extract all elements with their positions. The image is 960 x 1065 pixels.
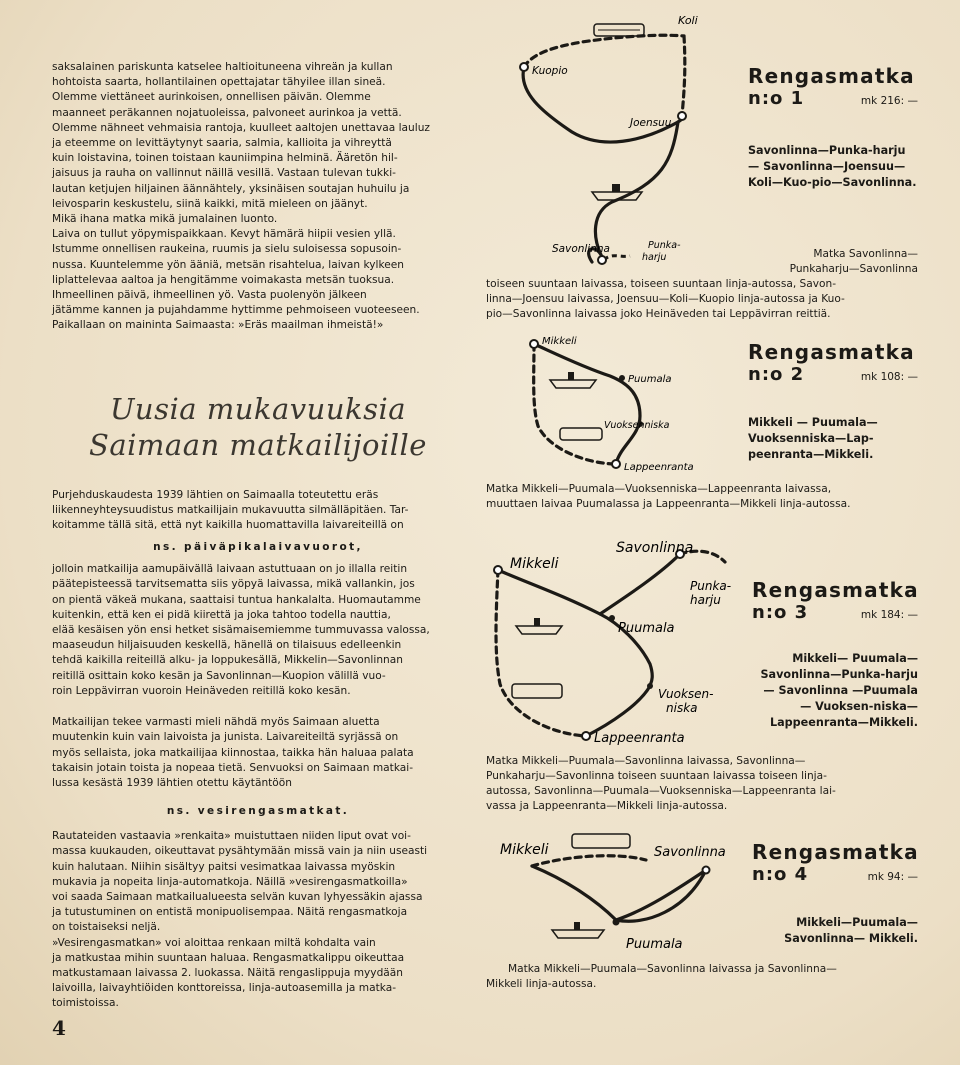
ring-4-desc-line: Matka Mikkeli—Puumala—Savonlinna laivassa ja Savonlinna— [508,963,837,975]
text-line: Laiva on tullut yöpymispaikkaan. Kevyt hämärä hiipii vesien yllä. [52,228,396,241]
steamboat-icon [592,184,642,200]
text-line: Istumme onnellisen raukeina, ruumis ja sielu suloisessa sopusoin- [52,243,402,256]
route-line: Puumala — Vuoksen- [800,684,918,713]
map-node-mikkeli [530,340,538,348]
ring-3-number: n:o 3 [752,602,809,623]
map-label-puumala: Puumala [626,937,683,952]
route-line: —Mikkeli. [857,716,918,729]
ring-2-title: Rengasmatka [748,340,915,364]
text-line: laivoilla, laivayhtiöiden konttoreissa, linja-autoasemilla ja matka- [52,982,397,995]
map-node-vuoksenniska [647,683,653,689]
map-route-2 [520,336,720,474]
ring-2-desc-line: muuttaen laivaa Puumalassa ja Lappeenranta—Mikkeli linja-autossa. [486,498,851,510]
text-line: ja eteemme on levittäytynyt saaria, salmia, kallioita ja vihreyttä [52,137,392,150]
text-line: Olemme viettäneet aurinkoisen, onnellisen päivän. Olemme [52,91,371,104]
heading-line-2: Saimaan matkailijoille [89,427,427,462]
route-line: peenranta—Mikkeli. [748,448,874,461]
route-line: Mikkeli — Puumala [748,416,867,429]
paragraph-3 [52,715,464,791]
ring-2-price: mk 108: — [860,371,918,383]
text-line: takaisin jotain toista ja nopeaa tietä. Senvuoksi on Saimaan matkai- [52,761,414,774]
map-label-punkaharju-1: Punka- [648,240,681,251]
text-line: ja tutustuminen on entistä monipuolisempaa. Näitä rengasmatkoja [52,906,408,919]
map-label-puumala: Puumala [628,374,672,385]
map-node-savonlinna [703,867,710,874]
paragraph-1 [52,488,464,534]
text-line: Rautateiden vastaavia »renkaita» muistuttaen niiden liput ovat voi- [52,830,411,843]
text-line: kuin loistavina, toinen toistaan kauniimpina helminä. Ääretön hil- [52,152,398,165]
route-line: harju — Savonlinna — [763,668,918,697]
map-label-punkaharju-1: Punka- [690,579,732,593]
text-line: leivosparin keskustelu, siinä kaikki, mitä mieleen on jäänyt. [52,197,368,210]
map-label-vuoksenniska-2: niska [666,701,698,715]
map-label-koli: Koli [678,14,698,27]
map-node-puumala [609,615,615,621]
text-line: on toistaiseksi neljä. [52,921,161,934]
ring-1-header [748,64,918,191]
map-node-savonlinna [598,256,606,264]
route-line: —Vuoksenniska—Lap- [748,416,878,445]
text-line: matkustamaan laivassa 2. luokassa. Näitä rengaslippuja myydään [52,966,403,979]
steamboat-icon [516,618,562,634]
bus-icon [572,834,630,848]
route-line: niska—Lappeenranta [769,700,918,729]
ring-1-desc-b [486,277,918,322]
text-line: Purjehduskaudesta 1939 lähtien on Saimaalla toteutettu eräs [52,488,379,501]
subheading-paivapikalaivavuorot: ns. päiväpikalaivavuorot, [153,541,363,554]
ring-3-title: Rengasmatka [752,578,919,602]
map-label-punkaharju-2: harju [642,252,667,263]
route-line: pio—Savonlinna. [811,176,917,189]
text-line: reitillä osittain koko kesän ja Savonlinnan—Kuopion välillä vuo- [52,669,386,682]
text-line: elää kesäisen yön ensi hetket sisämaisemiemme tummuvassa valossa, [52,624,430,637]
map-label-kuopio: Kuopio [532,65,568,77]
map-node-puumala [613,919,620,926]
heading-line-1: Uusia mukavuuksia [109,391,407,426]
ring-4-number: n:o 4 [752,864,809,885]
ring-1-desc-line: linna—Joensuu laivassa, Joensuu—Koli—Kuopio linja-autossa ja Kuo- [486,293,845,305]
map-label-savonlinna: Savonlinna [654,845,726,860]
ring-1-desc [486,277,918,322]
map-label-savonlinna: Savonlinna [616,540,694,556]
route-line: Joensuu— Koli—Kuo- [748,160,906,189]
map-label-lappeenranta: Lappeenranta [624,462,694,473]
ring-3-route [752,651,918,731]
ring-1-desc-line: Matka Savonlinna— [813,248,918,260]
ring-2-desc-text [486,482,918,512]
ring-4-title: Rengasmatka [752,840,919,864]
paragraph-2 [52,562,464,699]
text-line: jätämme kannen ja pujahdamme hyttimme pehmoiseen vuoteeseen. [52,304,420,317]
ring-1-title: Rengasmatka [748,64,915,88]
ring-1-price: mk 216: — [860,95,918,107]
route-line: harju — Savonlinna— [748,144,906,173]
text-line: jaisuus ja rauha on vallinnut näillä vesillä. Vastaan tulevan tukki- [52,167,396,180]
route-line: Mikkeli—Puumala— [796,916,918,929]
ring-4-route [752,915,918,947]
bus-icon [560,428,602,440]
ring-1-number: n:o 1 [748,88,805,109]
map-node-lappeenranta [612,460,620,468]
text-line: tehdä kaikilla reiteillä alku- ja loppukesällä, Mikkelin—Savonlinnan [52,654,403,667]
ring-2-number: n:o 2 [748,364,805,385]
ring-2-route [748,415,918,463]
text-line: nussa. Kuuntelemme yön ääniä, metsän risahtelua, laivan kylkeen [52,258,404,271]
ring-3-desc-line: Punkaharju—Savonlinna toiseen suuntaan laivassa toiseen linja- [486,770,827,782]
map-node-puumala [619,375,625,381]
text-line: myös sellaista, joka matkailijaa kiinnostaa, taikka hän haluaa palata [52,746,414,759]
ring-4-desc [486,962,918,992]
map-label-lappeenranta: Lappeenranta [594,731,685,746]
left-column [52,60,464,1012]
bus-icon [594,24,644,36]
map-label-mikkeli: Mikkeli [510,556,559,572]
bus-icon [512,684,562,698]
text-line: Olemme nähneet vehmaisia rantoja, kuulleet aaltojen unettavaa lauluz [52,121,430,134]
text-line: voi saada Saimaan matkailualueesta selvän kuvan lyhyessäkin ajassa [52,890,423,903]
ring-3-desc-text [486,754,918,814]
ring-1-desc-line: toiseen suuntaan laivassa, toiseen suuntaan linja-autossa, Savon- [486,278,837,290]
ring-1-route [748,143,918,191]
text-line: kuitenkin, että ken ei pidä kiirettä ja joka tahtoo todella nauttia, [52,608,391,621]
route-line: Savonlinna— Mikkeli. [784,932,918,945]
map-route-3 [490,534,746,746]
text-line: saksalainen pariskunta katselee haltioituneena vihreän ja kullan [52,61,393,73]
steamboat-icon [552,922,604,938]
text-line: »Vesirengasmatkan» voi aloittaa renkaan miltä kohdalta vain [52,936,376,949]
intro-paragraph [52,60,464,334]
text-line: liplattelevaa aaltoa ja hengitämme voimakasta metsän tuoksua. [52,273,395,286]
map-label-mikkeli: Mikkeli [500,842,549,858]
page-number: 4 [52,1016,66,1040]
ring-3-price: mk 184: — [860,609,918,621]
ring-1-desc-line: Punkaharju—Savonlinna [789,263,918,275]
text-line: on pientä väkeä mukana, saattaisi tuntua hankalalta. Huomautamme [52,593,421,606]
text-line: roin Leppävirran vuoroin Heinäveden reitillä koko kesän. [52,684,351,697]
paragraph-4 [52,829,464,1011]
steamboat-icon [550,372,596,388]
ring-4-price: mk 94: — [867,871,918,883]
map-label-vuoksenniska: Vuoksenniska [604,420,670,431]
text-line: toimistoissa. [52,997,119,1010]
map-node-kuopio [520,63,528,71]
ring-3-header [752,578,918,731]
text-line: koitamme tällä sitä, että nyt kaikilla huomattavilla laivareiteillä on [52,519,404,532]
text-line: mukavia ja nopeita linja-automatkoja. Näillä »vesirengasmatkoilla» [52,875,408,888]
text-line: liikenneyhteysuudistus matkailijain mukavuutta silmälläpitäen. Tar- [52,503,409,516]
text-line: muutenkin kuin vain laivoista ja junista. Laivareiteiltä syrjässä on [52,731,399,744]
text-line: massa kuukauden, oikeuttavat pysähtymään missä vain ja niin useasti [52,845,428,858]
map-node-lappeenranta [582,732,590,740]
map-label-mikkeli: Mikkeli [542,336,577,347]
text-line: lautan ketjujen hiljainen äännähtely, yksinäisen soutajan huhuilu ja [52,182,410,195]
map-label-punkaharju-2: harju [690,593,721,607]
map-node-joensuu [678,112,686,120]
ring-3-desc-line: vassa ja Lappeenranta—Mikkeli linja-autossa. [486,800,728,812]
text-line: maaseudun hiljaisuuden keskellä, hänellä on tilaisuus edelleenkin [52,639,402,652]
map-label-vuoksenniska-1: Vuoksen- [658,687,714,701]
ring-2-desc-line: Matka Mikkeli—Puumala—Vuoksenniska—Lappeenranta laivassa, [486,483,832,495]
text-line: Mikä ihana matka mikä jumalainen luonto. [52,213,278,226]
map-route-1 [512,12,738,270]
map-label-joensuu: Joensuu [630,117,672,129]
ring-2-header [748,340,918,463]
map-node-mikkeli [494,566,502,574]
ring-1-desc-a [748,247,918,277]
text-line: jolloin matkailija aamupäivällä laivaan astuttuaan on jo illalla reitin [52,563,408,576]
text-line: päätepisteessä tarvitsematta siis yöpyä laivassa, mikä vallankin, jos [52,578,415,591]
route-line: Mikkeli— Puumala [792,652,907,665]
ring-3-desc-line: autossa, Savonlinna—Puumala—Vuoksenniska—Lappeenranta lai- [486,785,836,797]
ring-4-desc-line: Mikkeli linja-autossa. [486,978,597,990]
ring-4-desc-text [486,962,918,992]
ring-3-desc [486,754,918,814]
text-line: ja matkustaa mihin suuntaan haluaa. Rengasmatkalippu oikeuttaa [52,951,405,964]
map-label-puumala: Puumala [618,621,675,636]
ring-1-desc-line: pio—Savonlinna laivassa joko Heinäveden tai Leppävirran reittiä. [486,308,831,320]
route-line: Savonlinna—Punka- [748,144,873,157]
ring-3-desc-line: Matka Mikkeli—Puumala—Savonlinna laivassa, Savonlinna— [486,755,806,767]
text-line: Matkailijan tekee varmasti mieli nähdä myös Saimaan aluetta [52,716,380,729]
ring-4-header [752,840,918,947]
map-label-savonlinna: Savonlinna [552,243,610,255]
route-line: —Savonlinna—Punka- [760,652,918,681]
ring-1-desc-top [748,247,918,277]
ring-2-desc [486,482,918,512]
text-line: Paikallaan on maininta Saimaasta: »Eräs maailman ihmeistä!» [52,319,384,332]
map-route-4 [496,830,736,960]
text-line: maanneet peräkannen nojatuoleissa, palvoneet aurinkoa ja vettä. [52,106,402,119]
text-line: kuin halutaan. Niihin sisältyy paitsi vesimatkaa laivassa myöskin [52,860,396,873]
subheading-vesirengasmatkat: ns. vesirengasmatkat. [166,805,350,818]
text-line: hohtoista saarta, hollantilainen opettajatar tähyilee illan sineä. [52,76,386,89]
text-line: Ihmeellinen päivä, ihmeellinen yö. Vasta puolenyön jälkeen [52,289,367,302]
text-line: lussa kesästä 1939 lähtien otettu käytäntöön [52,776,292,789]
